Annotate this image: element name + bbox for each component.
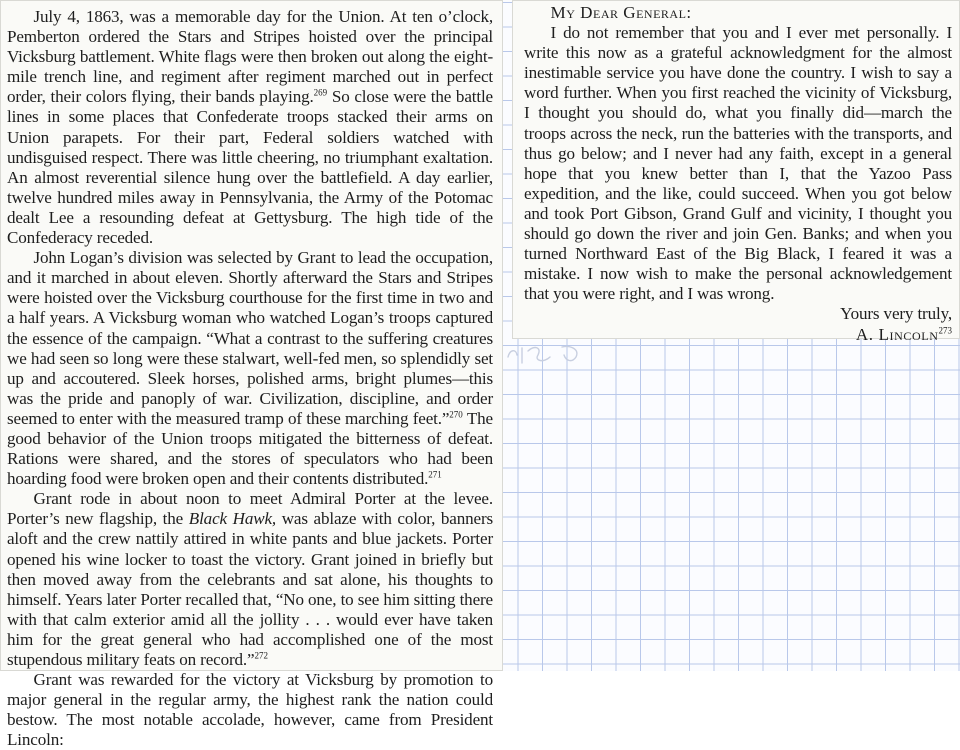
paragraph-text: Grant rode in about noon to meet Admiral Porter at the levee. Porter’s new flagship, the [7,489,493,529]
footnote-ref: 271 [428,469,442,480]
letter-signature [524,325,952,345]
paragraph-text: Grant was rewarded for the victory at Vicksburg by promotion to major general in the regular army, the highest rank the nation could bestow. The most notable accolade, however, came from President Lincoln: [7,670,493,750]
paragraph-text: John Logan’s division was selected by Grant to lead the occupation, and it marched in about eleven. Shortly afterward the Stars and Stripes were hoisted over the Vicksburg courthouse for the first time in two and a half years. A Vicksburg woman who watched Logan’s troops captured the essence of the campaign. “What a contrast to the suffering creatures we had seen so long were these stalwart, well-fed men, so splendidly set up and accoutered. Sleek horses, polished arms, bright plumes—this was the pride and panoply of war. Civilization, discipline, and order seemed to enter with the measured tramp of these marching feet.” [7,248,493,428]
footnote-ref: 270 [449,409,463,420]
pencil-mark [504,343,592,367]
paragraph-text: The good behavior of the Union troops mitigated the bitterness of defeat. Rations were shared, and the stores of speculators who had been hoarding food were broken open and their contents distributed. [7,408,493,489]
footnote-ref: 272 [254,650,268,661]
ship-name: Black Hawk, [188,509,277,529]
paragraph-promotion [7,670,493,750]
paragraph-text: was ablaze with color, banners aloft and the crew nattily attired in white pants and blue jackets. Porter opened his wine locker to toast the victory. Grant joined in briefly but then moved away from the celebrants and sat alone, his thoughts to himself. Years later Porter recalled that, “No one, to see him sitting there with that calm exterior amid all the jollity . . . would ever have taken him for the great general who had accomplished one of the most stupendous military feats on record.” [7,509,493,669]
lincoln-letter [524,3,952,345]
paragraph-text: July 4, 1863, was a memorable day for the Union. At ten o’clock, Pemberton ordered the Stars and Stripes hoisted over the principal Vicksburg battlement. White flags were then broken out along the eight-mile trench line, and regiment after regiment marched out in perfect order, their colors flying, their bands playing. [7,7,493,107]
paragraph-porter [7,489,493,670]
article-column [7,7,493,750]
paragraph-text: So close were the battle lines in some places that Confederate troops stacked their arms on Union parapets. For their part, Federal soldiers watched with undisguised respect. There was little cheering, no triumphant exaltation. An almost reverential silence hung over the battlefield. A day earlier, twelve hundred miles away in Pennsylvania, the Army of the Potomac dealt Lee a resounding defeat at Gettysburg. The high tide of the Confederacy receded. [7,87,493,248]
footnote-ref: 269 [313,87,328,98]
footnote-ref: 273 [938,324,952,335]
paragraph-surrender [7,7,493,248]
letter-body: I do not remember that you and I ever met personally. I write this now as a grateful acknowledgment for the almost inestimable service you have done the country. I wish to say a word further. When you first reached the vicinity of Vicksburg, I thought you should do, what you finally did—march the troops across the neck, run the batteries with the transports, and thus go below; and I never had any faith, except in a general hope that you knew better than I, that the Yazoo Pass expedition, and the like, could succeed. When you got below and took Port Gibson, Grand Gulf and vicinity, I thought you should go down the river and join Gen. Banks; and when you turned Northward East of the Big Black, I feared it was a mistake. I now wish to make the personal acknowledgement that you were right, and I was wrong. [524,23,952,304]
letter-closing: Yours very truly, [840,304,952,324]
paragraph-occupation [7,248,493,489]
signature-name: A. Lincoln [855,324,939,344]
letter-salutation: My Dear General: [550,3,692,22]
